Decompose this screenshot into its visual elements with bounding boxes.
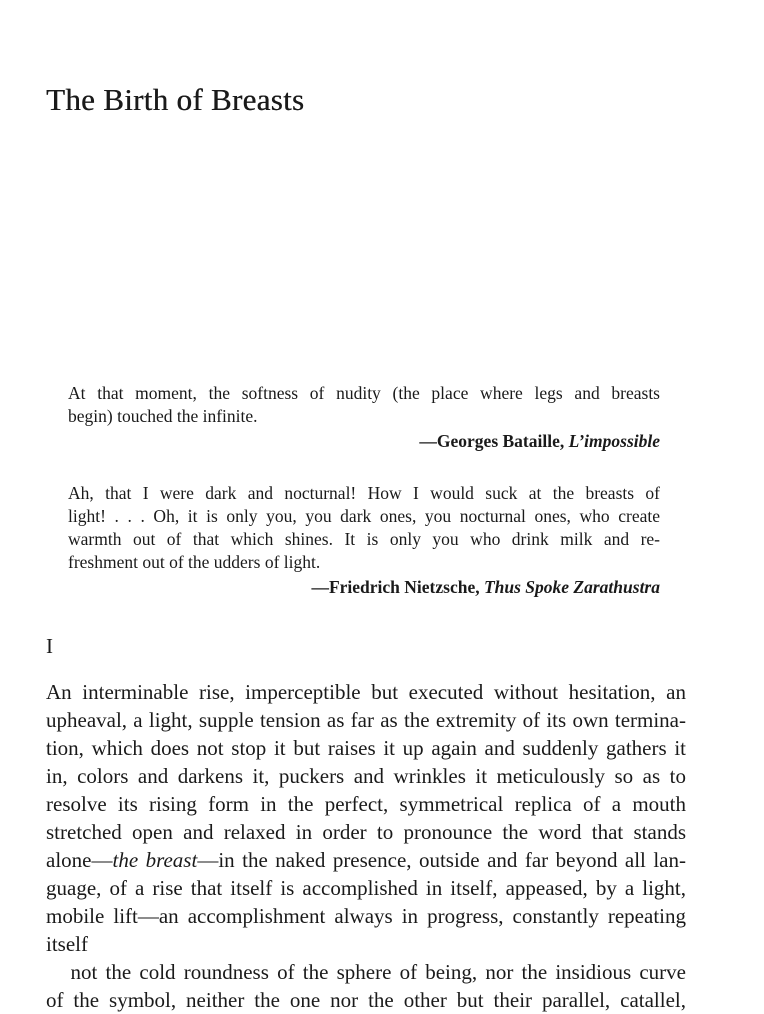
attribution-work: Thus Spoke Zarathustra (483, 577, 660, 597)
body-line: An interminable rise, imperceptible but executed without hesitation, an (46, 680, 686, 704)
body-line: in, colors and darkens it, puckers and wrinkles it meticulously so as to (46, 764, 686, 788)
epigraph-line: Ah, that I were dark and nocturnal! How I would suck at the breasts of (68, 483, 660, 503)
body-text (46, 678, 686, 1014)
attribution-work: L’impossible (568, 431, 660, 451)
italic-phrase: the breast (112, 848, 198, 872)
epigraph-line: warmth out of that which shines. It is only you who drink milk and re- (68, 529, 660, 549)
epigraph-line: light! . . . Oh, it is only you, you dark ones, you nocturnal ones, who create (68, 506, 660, 526)
body-line: resolve its rising form in the perfect, symmetrical replica of a mouth (46, 792, 686, 816)
body-segment: not the cold roundness of the sphere of being, nor the insidious curve (70, 960, 686, 984)
body-line: guage, of a rise that itself is accomplished in itself, appeased, by a light, (46, 876, 686, 900)
epigraph-line: freshment out of the udders of light. (68, 552, 321, 572)
epigraph-attribution (68, 576, 660, 599)
section-number: I (46, 634, 53, 658)
body-line: of the symbol, neither the one nor the other but their parallel, catallel, (46, 988, 686, 1012)
epigraph-line: begin) touched the infinite. (68, 406, 258, 426)
body-line: itself (46, 932, 88, 956)
body-line-with-italic (46, 846, 686, 874)
body-line: mobile lift—an accomplishment always in progress, constantly repeating (46, 904, 686, 928)
epigraph-attribution (68, 430, 660, 453)
body-line: stretched open and relaxed in order to pronounce the word that stands (46, 820, 686, 844)
body-line: tion, which does not stop it but raises it up again and suddenly gathers it (46, 736, 686, 760)
body-segment: alone— (46, 848, 113, 872)
epigraph-nietzsche (68, 482, 660, 599)
epigraph-line: At that moment, the softness of nudity (the place where legs and breasts (68, 383, 660, 403)
body-segment: —in the naked presence, outside and far beyond all lan- (197, 848, 686, 872)
attribution-author: —Friedrich Nietzsche, (311, 577, 484, 597)
body-line: upheaval, a light, supple tension as far as the extremity of its own termina- (46, 708, 686, 732)
epigraph-bataille (68, 382, 660, 453)
page-title: The Birth of Breasts (46, 82, 305, 117)
body-line-indented (46, 958, 686, 986)
attribution-author: —Georges Bataille, (419, 431, 569, 451)
